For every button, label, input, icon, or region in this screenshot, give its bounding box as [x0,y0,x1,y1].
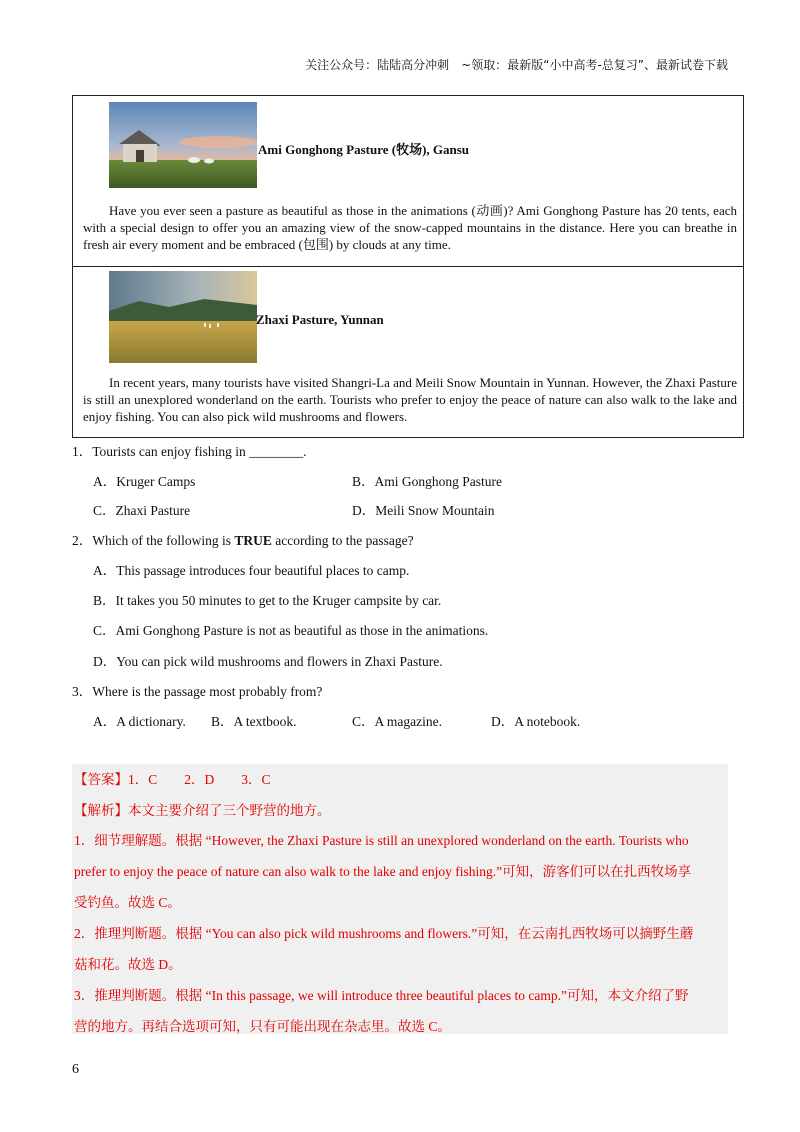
analysis-line: 2．推理判断题。根据 “You can also pick wild mushrooms and flowers.”可知，在云南扎西牧场可以摘野生蘑 [74,926,694,941]
passage-body: Have you ever seen a pasture as beautiful as those in the animations (动画)? Ami Gonghong Pasture has 20 tents, each with a special design to offer you an amazing view of the snow-capped mountains in the distance. Here you can breathe in fresh air every moment and be embraced (包围) by clouds at any time. [83,203,737,252]
page-header: 关注公众号：陆陆高分冲刺 ~领取：最新版“小中高考-总复习”、最新试卷下载 [305,58,728,72]
passage-title: Zhaxi Pasture, Yunnan [256,312,384,327]
question-1-option-a: A．Kruger Camps [93,474,196,489]
passage-table [72,95,744,438]
ami-gonghong-photo [109,102,257,188]
question-1-stem: 1．Tourists can enjoy fishing in ________. [72,444,307,459]
question-2-option-b: B．It takes you 50 minutes to get to the Kruger campsite by car. [93,593,442,608]
question-3-option-a: A．A dictionary. [93,714,186,729]
passage-title: Ami Gonghong Pasture (牧场), Gansu [258,142,470,157]
question-2-stem [72,529,414,549]
question-3-option-c: C．A magazine. [352,714,442,729]
analysis-line: prefer to enjoy the peace of nature can also walk to the lake and enjoy fishing.”可知，游客们可以在扎西牧场享 [74,864,692,879]
question-2-option-a: A．This passage introduces four beautiful places to camp. [93,563,410,578]
question-1-option-d: D．Meili Snow Mountain [352,503,495,518]
analysis-line: 3．推理判断题。根据 “In this passage, we will introduce three beautiful places to camp.”可知，本文介绍了野 [74,988,689,1003]
question-2-option-c: C．Ami Gonghong Pasture is not as beautiful as those in the animations. [93,623,489,638]
answer-key: 【答案】1．C 2．D 3．C [74,772,271,787]
analysis-line: 受钓鱼。故选 C。 [74,895,181,910]
question-3-stem: 3．Where is the passage most probably from? [72,684,323,699]
question-2-option-d: D．You can pick wild mushrooms and flowers in Zhaxi Pasture. [93,654,443,669]
analysis-line: 1．细节理解题。根据 “However, the Zhaxi Pasture is still an unexplored wonderland on the earth. Tourists who [74,833,689,848]
question-2-stem-end: according to the passage? [271,533,414,548]
analysis-line: 营的地方。再结合选项可知，只有可能出现在杂志里。故选 C。 [74,1019,451,1034]
question-2-stem-start: 2．Which of the following is [72,533,235,548]
analysis-summary: 【解析】本文主要介绍了三个野营的地方。 [74,803,331,818]
question-1-option-b: B．Ami Gonghong Pasture [352,474,502,489]
answer-explanation-box [72,764,728,1034]
passage-ami-gonghong [73,96,743,266]
page-number: 6 [72,1062,79,1077]
passage-zhaxi [73,266,743,437]
question-3-option-b: B．A textbook. [211,714,297,729]
question-1-option-c: C．Zhaxi Pasture [93,503,191,518]
question-3-option-d: D．A notebook. [491,714,581,729]
passage-body: In recent years, many tourists have visited Shangri-La and Meili Snow Mountain in Yunnan. However, the Zhaxi Pasture is still an unexplored wonderland on the earth. Tourists who prefer to enjoy the peace of nature can also walk to the lake and enjoy fishing. You can also pick wild mushrooms and flowers. [83,375,737,424]
analysis-line: 菇和花。故选 D。 [74,957,182,972]
question-2-stem-emphasis: TRUE [234,533,272,548]
zhaxi-pasture-photo [109,271,257,363]
